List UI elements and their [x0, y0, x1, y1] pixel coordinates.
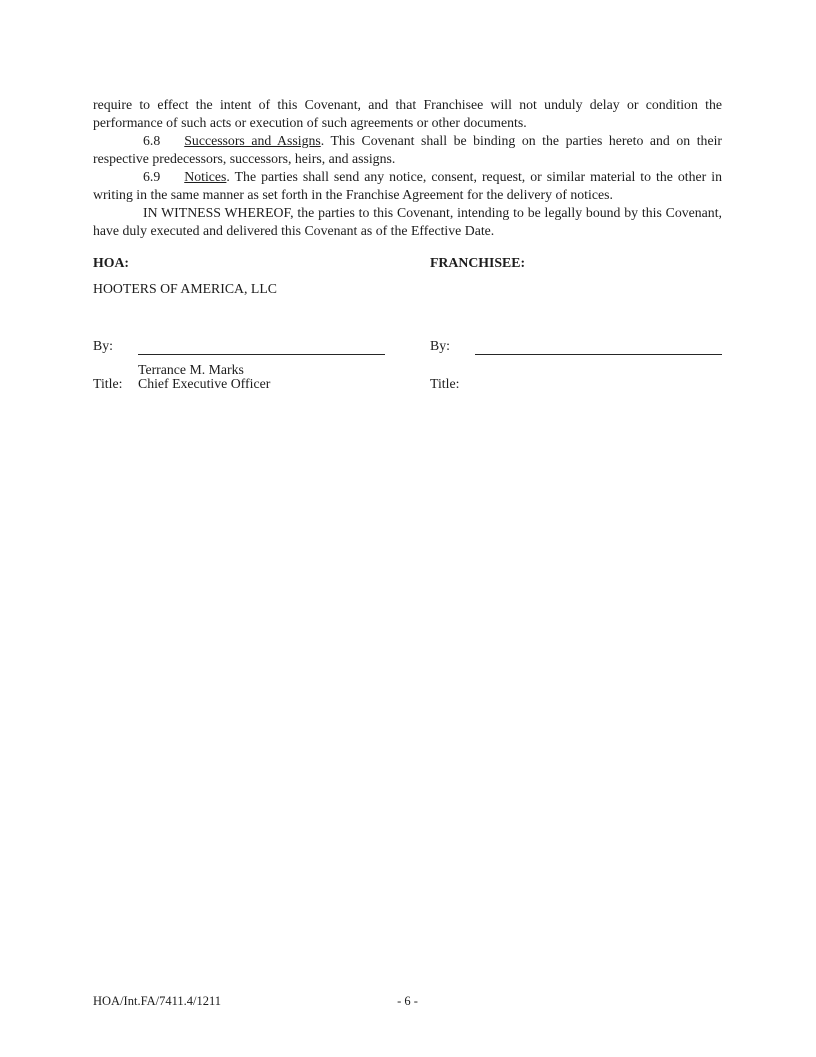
by-row	[93, 337, 722, 355]
signer-name-row	[93, 363, 722, 377]
franchisee-party-label: FRANCHISEE:	[430, 255, 526, 270]
franchisee-by-label: By:	[430, 338, 450, 353]
section-number: 6.9	[143, 169, 161, 184]
hoa-signer-title: Chief Executive Officer	[138, 376, 271, 391]
section-body: . This Covenant shall be binding on the parties hereto and on their respective predecessors, successors, heirs, and assigns.	[93, 133, 722, 166]
hoa-by-label: By:	[93, 338, 113, 353]
hoa-title-cell	[93, 377, 430, 391]
signature-block	[93, 254, 722, 391]
section-heading: Successors and Assigns	[184, 133, 321, 148]
party-labels-row	[93, 254, 722, 272]
section-6-9-paragraph	[93, 168, 722, 204]
hoa-company-name: HOOTERS OF AMERICA, LLC	[93, 281, 277, 296]
franchisee-signer-name-cell	[430, 363, 722, 377]
section-heading: Notices	[184, 169, 227, 184]
page-number: - 6 -	[397, 994, 418, 1008]
page-footer	[93, 994, 722, 1009]
hoa-company-cell	[93, 280, 430, 298]
witness-paragraph: IN WITNESS WHEREOF, the parties to this Covenant, intending to be legally bound by this Covenant, have duly executed and delivered this Covenant as of the Effective Date.	[93, 205, 722, 238]
section-body: . The parties shall send any notice, consent, request, or similar material to the other in writing in the same manner as set forth in the Franchise Agreement for the delivery of notices.	[93, 169, 722, 202]
company-row	[93, 280, 722, 298]
title-row	[93, 377, 722, 391]
hoa-party-label: HOA:	[93, 255, 130, 270]
hoa-signer-name: Terrance M. Marks	[138, 362, 244, 377]
hoa-by-cell	[93, 337, 430, 355]
section-6-8-paragraph	[93, 132, 722, 168]
intro-paragraph: require to effect the intent of this Covenant, and that Franchisee will not unduly delay or condition the performance of such acts or execution of such agreements or other documents.	[93, 97, 722, 130]
document-content	[93, 0, 722, 391]
franchisee-title-cell	[430, 377, 722, 391]
hoa-title-label: Title:	[93, 376, 123, 391]
section-number: 6.8	[143, 133, 161, 148]
hoa-column	[93, 254, 430, 272]
hoa-signature-line	[138, 337, 385, 355]
franchisee-column	[430, 254, 722, 272]
doc-reference: HOA/Int.FA/7411.4/1211	[93, 994, 222, 1008]
franchisee-signature-line	[475, 337, 722, 355]
franchisee-company-cell	[430, 280, 722, 298]
hoa-signer-name-cell	[93, 363, 430, 377]
franchisee-by-cell	[430, 337, 722, 355]
franchisee-title-label: Title:	[430, 376, 460, 391]
